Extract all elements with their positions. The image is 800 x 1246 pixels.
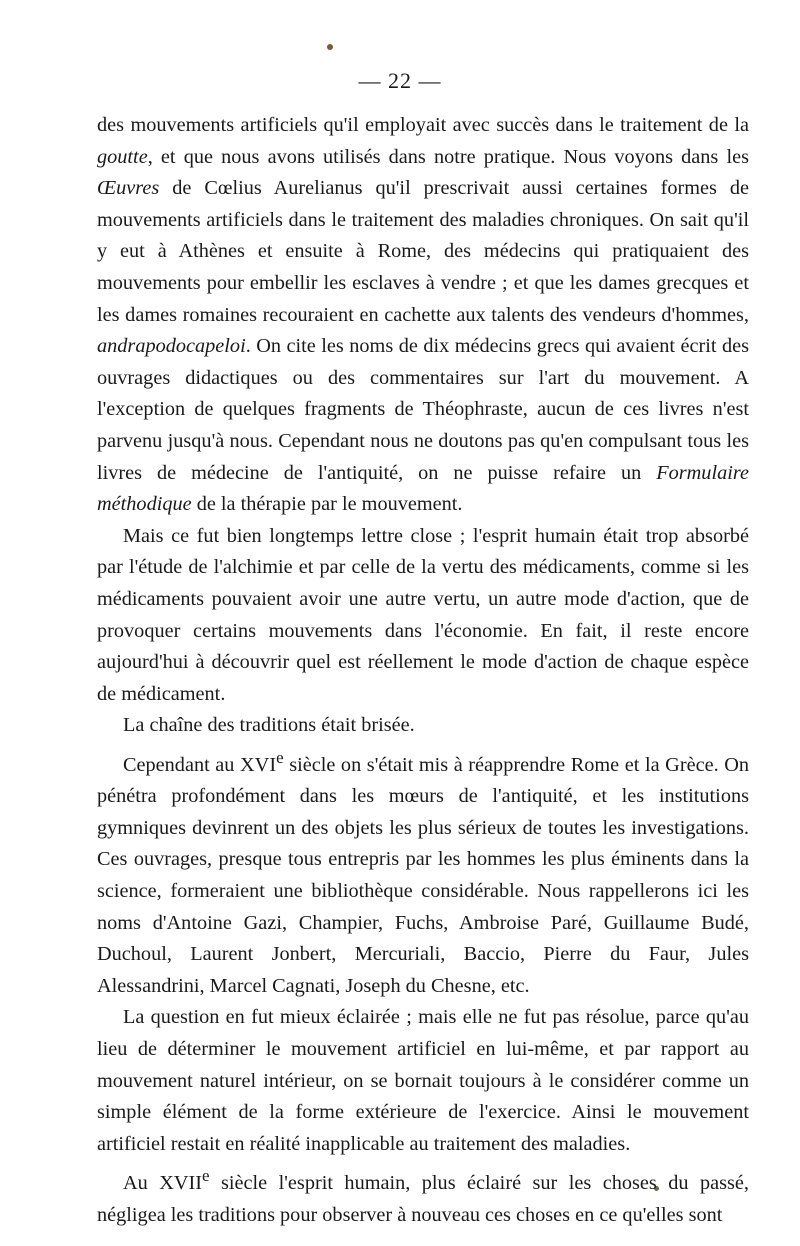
text-run: Cependant au XVI xyxy=(123,753,277,776)
superscript: e xyxy=(202,1166,210,1186)
text-run: siècle l'esprit humain, plus éclairé sur les choses du passé, négligea les traditions pour observer à nouveau ces choses en ce qu'elles sont xyxy=(97,1172,749,1226)
text-run: de Cœlius Aurelianus qu'il prescrivait aussi certaines formes de mouvements artificiels dans le traitement des maladies chroniques. On sait qu'il y eut à Athènes et ensuite à Rome, des médecins qui pratiquaient des mouvements pour embellir les esclaves à vendre ; et que les dames grecques et les dames romaines recouraient en cachette aux talents des vendeurs d'hommes, xyxy=(97,177,749,326)
text-run: de la thérapie par le mouvement. xyxy=(191,493,463,516)
italic-title: Œuvres xyxy=(97,177,160,200)
superscript: e xyxy=(276,747,284,767)
body-text xyxy=(97,110,749,1231)
text-run: , et que nous avons utilisés dans notre pratique. Nous voyons dans les xyxy=(147,145,749,168)
ink-spot xyxy=(327,44,333,50)
text-run: des mouvements artificiels qu'il employait avec succès dans le traitement de la xyxy=(97,114,749,136)
paragraph xyxy=(97,742,749,1003)
page-number: — 22 — xyxy=(358,68,442,93)
paragraph: La chaîne des traditions était brisée. xyxy=(123,714,415,737)
italic-term: andrapodocapeloi xyxy=(97,335,246,358)
paragraph: La question en fut mieux éclairée ; mais elle ne fut pas résolue, parce qu'au lieu de déterminer le mouvement artificiel en lui-même, et par rapport au mouvement naturel intérieur, on se bornait toujours à le considérer comme un simple élément de la forme extérieure de l'exercice. Ainsi le mouvement artificiel restait en réalité inapplicable au traitement des maladies. xyxy=(97,1006,749,1155)
text-run: Au XVII xyxy=(123,1172,203,1195)
text-run: . On cite les noms de dix médecins grecs qui avaient écrit des ouvrages didactiques ou des commentaires sur l'art du mouvement. A l'exception de quelques fragments de Théophraste, aucun de ces livres n'est parvenu jusqu'à nous. Cependant nous ne doutons pas qu'en compulsant tous les livres de médecine de l'antiquité, on ne puisse refaire un xyxy=(97,335,749,484)
paragraph: Mais ce fut bien longtemps lettre close ; l'esprit humain était trop absorbé par l'étude de l'alchimie et par celle de la vertu des médicaments, comme si les médicaments pouvaient avoir une autre vertu, un autre mode d'action, que de provoquer certains mouvements dans l'économie. En fait, il reste encore aujourd'hui à découvrir quel est réellement le mode d'action de chaque espèce de médicament. xyxy=(97,524,749,705)
italic-title: Formulaire méthodique xyxy=(97,461,749,516)
paragraph xyxy=(97,110,749,521)
text-run: siècle on s'était mis à réapprendre Rome et la Grèce. On pénétra profondément dans les mœurs de l'antiquité, et les institutions gymniques devinrent un des objets les plus sérieux de toutes les investigations. Ces ouvrages, presque tous entrepris par les hommes les plus éminents dans la science, formeraient une bibliothèque considérable. Nous rappellerons ici les noms d'Antoine Gazi, Champier, Fuchs, Ambroise Paré, Guillaume Budé, Duchoul, Laurent Jonbert, Mercuriali, Baccio, Pierre du Faur, Jules Alessandrini, Marcel Cagnati, Joseph du Chesne, etc. xyxy=(97,753,750,997)
italic-term: goutte xyxy=(97,145,148,168)
paragraph xyxy=(97,1160,749,1231)
